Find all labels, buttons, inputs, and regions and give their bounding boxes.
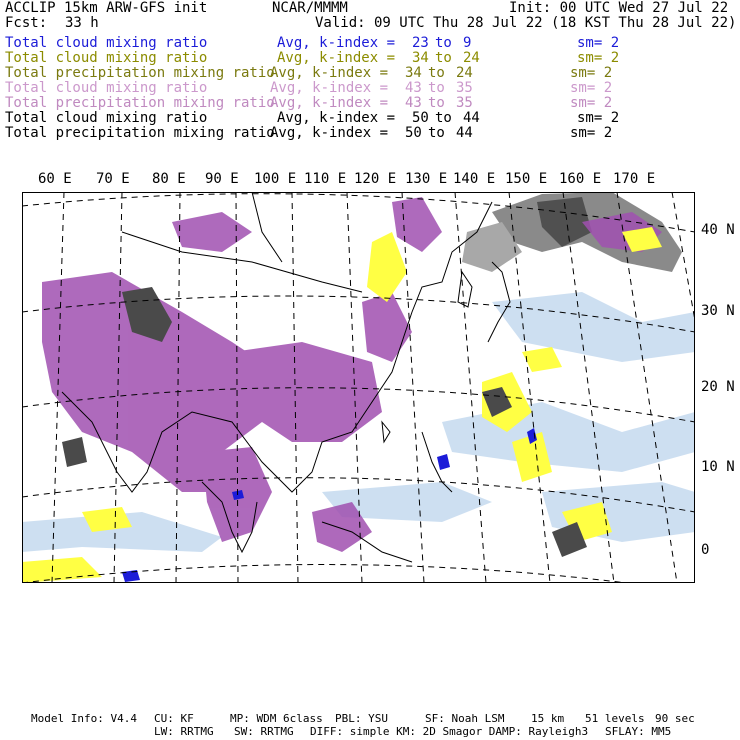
legend-avg-label: Avg, k-index = [270, 80, 389, 96]
legend-field: Total precipitation mixing ratio [5, 65, 275, 81]
latitude-label: 30 N [701, 303, 735, 319]
model-title: ACCLIP 15km ARW-GFS init [5, 0, 208, 16]
longitude-label: 70 E [96, 171, 130, 187]
levels: 51 levels [585, 712, 645, 725]
legend-smoothing: sm= 2 [570, 95, 613, 111]
legend-k-start: 50 [405, 125, 422, 141]
sflay-scheme: SFLAY: MM5 [605, 725, 672, 738]
legend-k-start: 34 [405, 65, 422, 81]
legend-k-end: 35 [456, 80, 473, 96]
legend-avg-label: Avg, k-index = [277, 50, 396, 66]
longitude-label: 130 E [405, 171, 448, 187]
center-label: NCAR/MMMM [272, 0, 348, 16]
fcst-label: Fcst: [5, 15, 48, 31]
longitude-label: 80 E [152, 171, 186, 187]
legend-to: to [428, 95, 445, 111]
legend-row [0, 111, 740, 126]
cu-scheme: CU: KF [154, 712, 194, 725]
latitude-label: 0 [701, 542, 710, 558]
legend-field: Total precipitation mixing ratio [5, 95, 275, 111]
legend-field: Total cloud mixing ratio [5, 50, 208, 66]
fcst-value: 33 h [65, 15, 99, 31]
sw-scheme: SW: RRTMG [234, 725, 294, 738]
legend-k-end: 44 [463, 110, 480, 126]
legend-to: to [428, 125, 445, 141]
latitude-label: 10 N [701, 459, 735, 475]
legend-smoothing: sm= 2 [570, 65, 613, 81]
legend-row [0, 66, 740, 81]
legend-avg-label: Avg, k-index = [277, 35, 396, 51]
legend-row [0, 81, 740, 96]
longitude-label: 150 E [505, 171, 548, 187]
legend-k-end: 44 [456, 125, 473, 141]
longitude-label: 110 E [304, 171, 347, 187]
legend-to: to [428, 65, 445, 81]
legend-avg-label: Avg, k-index = [270, 95, 389, 111]
legend-k-start: 43 [405, 95, 422, 111]
longitude-label: 120 E [354, 171, 397, 187]
longitude-label: 60 E [38, 171, 72, 187]
time-step: 90 sec [655, 712, 695, 725]
legend-avg-label: Avg, k-index = [277, 110, 396, 126]
legend-smoothing: sm= 2 [577, 110, 620, 126]
legend-smoothing: sm= 2 [577, 50, 620, 66]
lw-scheme: LW: RRTMG [154, 725, 214, 738]
legend-row [0, 96, 740, 111]
map-panel [22, 192, 695, 583]
legend-smoothing: sm= 2 [570, 125, 613, 141]
mp-scheme: MP: WDM 6class [230, 712, 323, 725]
valid-time: Valid: 09 UTC Thu 28 Jul 22 (18 KST Thu 28 Jul 22) [315, 15, 737, 31]
legend-to: to [435, 110, 452, 126]
legend-avg-label: Avg, k-index = [270, 65, 389, 81]
legend-k-start: 50 [412, 110, 429, 126]
legend-smoothing: sm= 2 [570, 80, 613, 96]
legend-field: Total cloud mixing ratio [5, 110, 208, 126]
sf-scheme: SF: Noah LSM [425, 712, 505, 725]
legend-to: to [428, 80, 445, 96]
pbl-scheme: PBL: YSU [335, 712, 388, 725]
legend-smoothing: sm= 2 [577, 35, 620, 51]
legend-field: Total cloud mixing ratio [5, 35, 208, 51]
longitude-label: 170 E [613, 171, 656, 187]
legend-to: to [435, 35, 452, 51]
longitude-label: 140 E [453, 171, 496, 187]
init-time: Init: 00 UTC Wed 27 Jul 22 [509, 0, 729, 16]
legend-avg-label: Avg, k-index = [270, 125, 389, 141]
legend-row [0, 36, 740, 51]
legend-k-end: 9 [463, 35, 472, 51]
legend-field: Total precipitation mixing ratio [5, 125, 275, 141]
model-info: Model Info: V4.4 [31, 712, 137, 725]
legend-k-end: 24 [456, 65, 473, 81]
legend-row [0, 126, 740, 141]
legend-k-end: 24 [463, 50, 480, 66]
legend-k-start: 43 [405, 80, 422, 96]
latitude-label: 20 N [701, 379, 735, 395]
legend-k-start: 23 [412, 35, 429, 51]
legend-to: to [435, 50, 452, 66]
legend-k-start: 34 [412, 50, 429, 66]
longitude-label: 90 E [205, 171, 239, 187]
legend-row [0, 51, 740, 66]
legend-field: Total cloud mixing ratio [5, 80, 208, 96]
longitude-label: 160 E [559, 171, 602, 187]
resolution: 15 km [531, 712, 565, 725]
diff-scheme: DIFF: simple KM: 2D Smagor DAMP: Rayleigh3 [310, 725, 589, 738]
legend-k-end: 35 [456, 95, 473, 111]
longitude-label: 100 E [254, 171, 297, 187]
latitude-label: 40 N [701, 222, 735, 238]
